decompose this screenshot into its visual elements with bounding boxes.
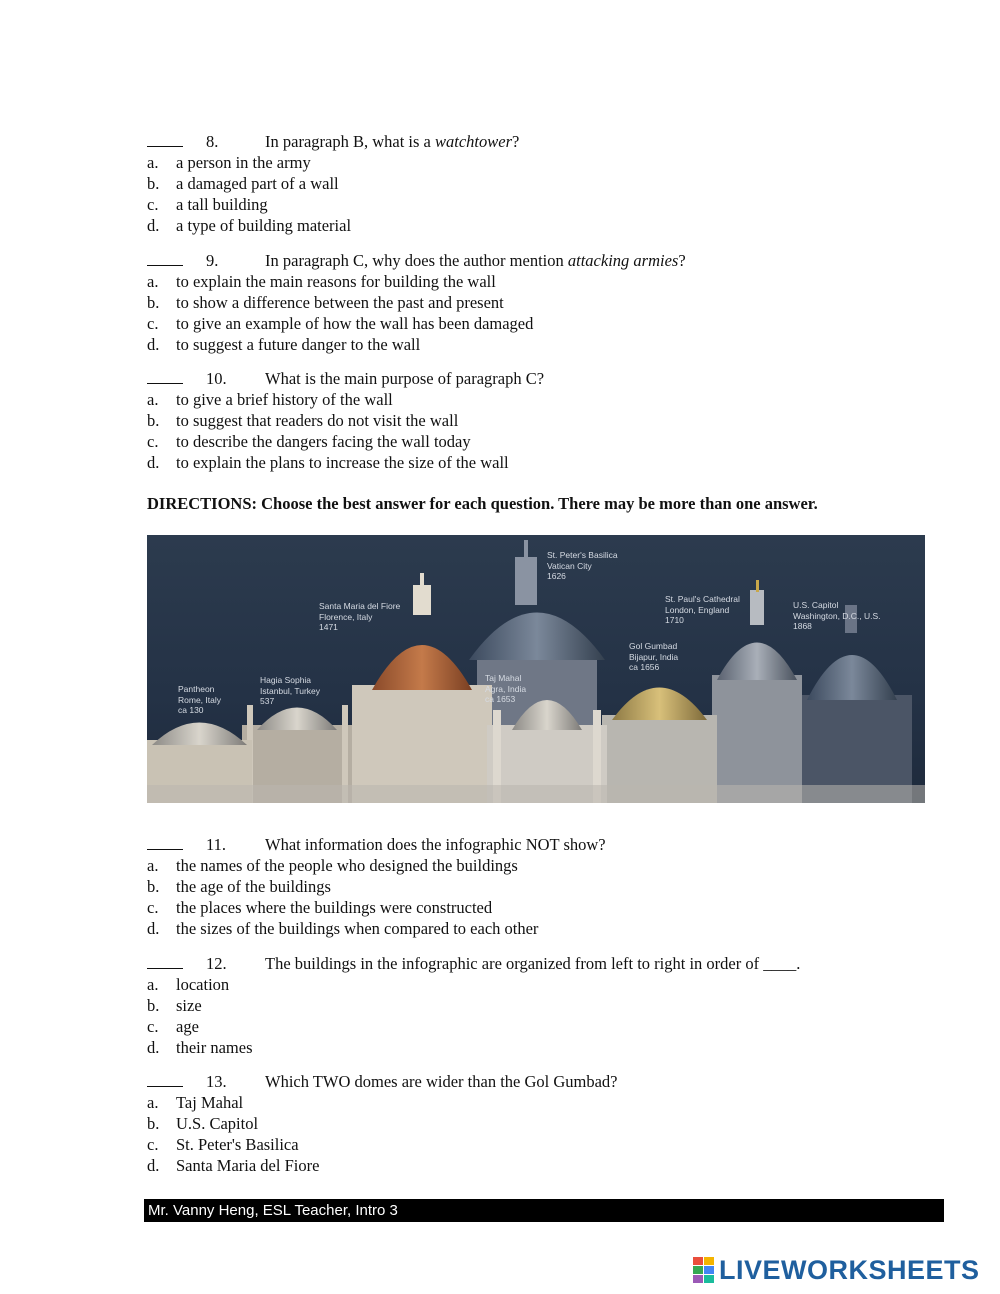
prompt-text: The buildings in the infographic are organized from left to right in order of ____. bbox=[265, 954, 801, 973]
option-d[interactable]: d. to explain the plans to increase the size of the wall bbox=[147, 453, 509, 472]
prompt-text: Which TWO domes are wider than the Gol Gumbad? bbox=[265, 1072, 618, 1091]
question-prompt bbox=[147, 953, 927, 974]
option-a[interactable]: a. location bbox=[147, 975, 230, 994]
option-b[interactable]: b. size bbox=[147, 996, 202, 1015]
question-8 bbox=[147, 131, 927, 236]
answer-blank[interactable] bbox=[147, 835, 183, 850]
answer-blank[interactable] bbox=[147, 132, 183, 147]
logo-blocks-icon bbox=[693, 1257, 715, 1283]
question-11 bbox=[147, 834, 927, 939]
label-santa-maria: Santa Maria del Fiore Florence, Italy 1471 bbox=[319, 601, 401, 632]
question-number: 10. bbox=[206, 369, 227, 388]
question-10 bbox=[147, 368, 927, 473]
label-hagia-sophia: Hagia Sophia Istanbul, Turkey 537 bbox=[260, 675, 321, 706]
question-prompt bbox=[147, 834, 927, 855]
answer-blank[interactable] bbox=[147, 1072, 183, 1087]
label-st-pauls: St. Paul's Cathedral London, England 1710 bbox=[665, 594, 740, 625]
answer-blank[interactable] bbox=[147, 369, 183, 384]
label-st-peters: St. Peter's Basilica Vatican City 1626 bbox=[547, 550, 618, 581]
answer-blank[interactable] bbox=[147, 954, 183, 969]
option-d[interactable]: d. the sizes of the buildings when compared to each other bbox=[147, 919, 539, 938]
logo-text: LIVEWORKSHEETS bbox=[719, 1254, 980, 1285]
option-b[interactable]: b. to show a difference between the past and present bbox=[147, 293, 504, 312]
question-13 bbox=[147, 1071, 927, 1176]
option-a[interactable]: a. the names of the people who designed the buildings bbox=[147, 856, 518, 875]
question-number: 13. bbox=[206, 1072, 227, 1091]
option-c[interactable]: c. a tall building bbox=[147, 195, 268, 214]
option-a[interactable]: a. a person in the army bbox=[147, 153, 311, 172]
prompt-italic: watchtower bbox=[435, 132, 512, 151]
question-12 bbox=[147, 953, 927, 1058]
prompt-end: ? bbox=[678, 251, 686, 270]
option-c[interactable]: c. to give an example of how the wall has been damaged bbox=[147, 314, 534, 333]
domes-illustration bbox=[147, 535, 925, 803]
prompt-text: In paragraph B, what is a bbox=[265, 132, 435, 151]
label-taj-mahal: Taj Mahal Agra, India ca 1653 bbox=[485, 673, 527, 704]
option-d[interactable]: d. Santa Maria del Fiore bbox=[147, 1156, 320, 1175]
prompt-text: What is the main purpose of paragraph C? bbox=[265, 369, 545, 388]
question-prompt bbox=[147, 1071, 927, 1092]
dome-infographic bbox=[147, 535, 925, 803]
us-capitol-dome bbox=[802, 605, 912, 803]
question-number: 12. bbox=[206, 954, 227, 973]
option-b[interactable]: b. a damaged part of a wall bbox=[147, 174, 339, 193]
label-us-capitol: U.S. Capitol Washington, D.C., U.S. 1868 bbox=[793, 600, 881, 631]
option-a[interactable]: a. to explain the main reasons for building the wall bbox=[147, 272, 496, 291]
option-b[interactable]: b. to suggest that readers do not visit the wall bbox=[147, 411, 459, 430]
label-pantheon: Pantheon Rome, Italy ca 130 bbox=[178, 684, 221, 715]
option-d[interactable]: d. to suggest a future danger to the wall bbox=[147, 335, 421, 354]
question-prompt bbox=[147, 131, 927, 152]
option-d[interactable]: d. their names bbox=[147, 1038, 253, 1057]
answer-blank[interactable] bbox=[147, 251, 183, 266]
liveworksheets-logo[interactable] bbox=[693, 1253, 980, 1287]
question-9 bbox=[147, 250, 927, 355]
option-b[interactable]: b. the age of the buildings bbox=[147, 877, 331, 896]
question-prompt bbox=[147, 250, 927, 271]
question-number: 11. bbox=[206, 835, 227, 854]
option-c[interactable]: c. the places where the buildings were constructed bbox=[147, 898, 493, 917]
option-b[interactable]: b. U.S. Capitol bbox=[147, 1114, 259, 1133]
directions-text: DIRECTIONS: Choose the best answer for each question. There may be more than one answer. bbox=[147, 494, 818, 513]
label-gol-gumbad: Gol Gumbad Bijapur, India ca 1656 bbox=[629, 641, 679, 672]
option-d[interactable]: d. a type of building material bbox=[147, 216, 352, 235]
prompt-text: What information does the infographic NOT show? bbox=[265, 835, 606, 854]
question-number: 8. bbox=[206, 132, 219, 151]
option-c[interactable]: c. St. Peter's Basilica bbox=[147, 1135, 299, 1154]
option-a[interactable]: a. to give a brief history of the wall bbox=[147, 390, 393, 409]
question-number: 9. bbox=[206, 251, 219, 270]
option-c[interactable]: c. age bbox=[147, 1017, 199, 1036]
option-c[interactable]: c. to describe the dangers facing the wall today bbox=[147, 432, 471, 451]
option-a[interactable]: a. Taj Mahal bbox=[147, 1093, 244, 1112]
footer-bar: Mr. Vanny Heng, ESL Teacher, Intro 3 bbox=[144, 1199, 944, 1222]
prompt-text: In paragraph C, why does the author mention bbox=[265, 251, 568, 270]
question-prompt bbox=[147, 368, 927, 389]
prompt-end: ? bbox=[512, 132, 520, 151]
prompt-italic: attacking armies bbox=[567, 251, 679, 270]
